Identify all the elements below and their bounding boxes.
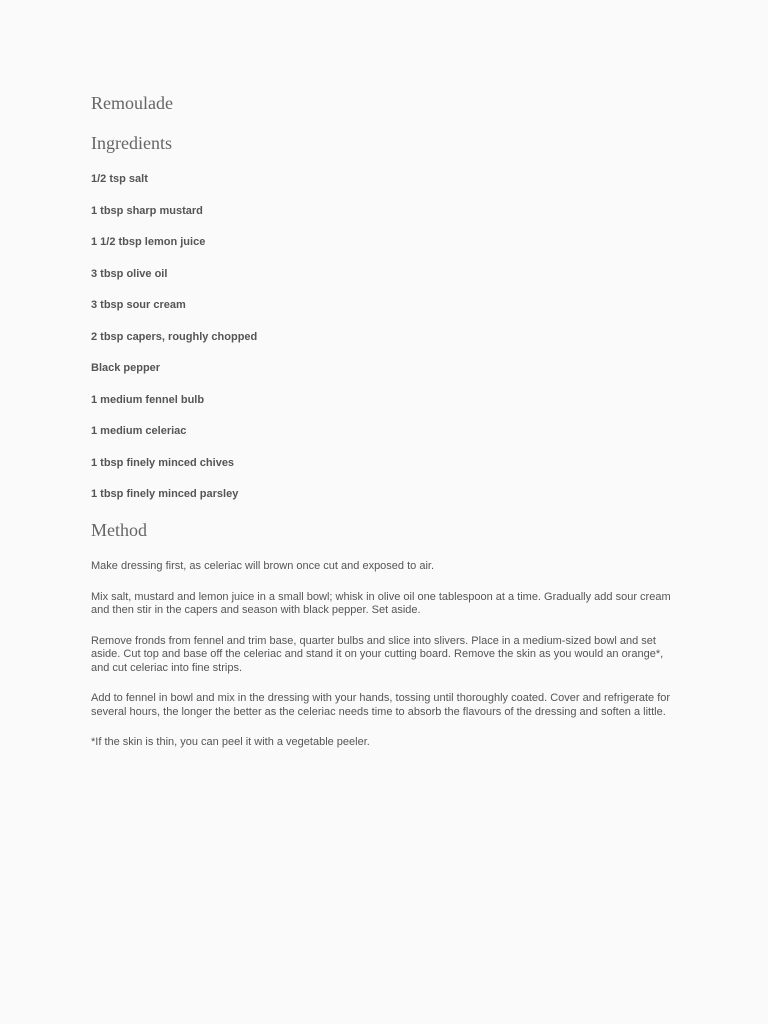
method-step: Make dressing first, as celeriac will brown once cut and exposed to air.: [91, 560, 434, 572]
recipe-title: Remoulade: [91, 93, 173, 113]
method-heading: Method: [91, 520, 147, 540]
ingredient-list: [91, 172, 257, 519]
method-steps: [91, 560, 681, 767]
ingredient-item: 1 medium fennel bulb: [91, 393, 205, 406]
ingredient-item: 2 tbsp capers, roughly chopped: [91, 330, 258, 343]
method-step: Add to fennel in bowl and mix in the dressing with your hands, tossing until thoroughly coated. Cover and refrigerate for several hours, the longer the better as the celeriac needs time to absorb the flavours of the dressing and soften a little.: [91, 692, 671, 718]
ingredient-item: 1 tbsp finely minced parsley: [91, 488, 239, 500]
ingredient-item: 1 tbsp sharp mustard: [91, 204, 203, 217]
ingredient-item: 1/2 tsp salt: [91, 173, 148, 185]
ingredient-item: 1 tbsp finely minced chives: [91, 456, 235, 469]
method-step: Mix salt, mustard and lemon juice in a small bowl; whisk in olive oil one tablespoon at a time. Gradually add sour cream and then stir in the capers and season with black pepper. Set aside.: [91, 590, 671, 616]
method-step-footnote: *If the skin is thin, you can peel it with a vegetable peeler.: [91, 736, 370, 748]
ingredients-heading: Ingredients: [91, 133, 172, 153]
ingredient-item: 3 tbsp sour cream: [91, 299, 186, 311]
ingredient-item: 1 1/2 tbsp lemon juice: [91, 236, 206, 248]
ingredient-item: 3 tbsp olive oil: [91, 267, 168, 280]
ingredient-item: 1 medium celeriac: [91, 425, 187, 437]
ingredient-item: Black pepper: [91, 362, 161, 374]
method-step: Remove fronds from fennel and trim base, quarter bulbs and slice into slivers. Place in a medium-sized bowl and set aside. Cut top and base off the celeriac and stand it on your cutting board. Remove the skin as you would an orange*, and cut celeriac into fine strips.: [91, 634, 664, 674]
